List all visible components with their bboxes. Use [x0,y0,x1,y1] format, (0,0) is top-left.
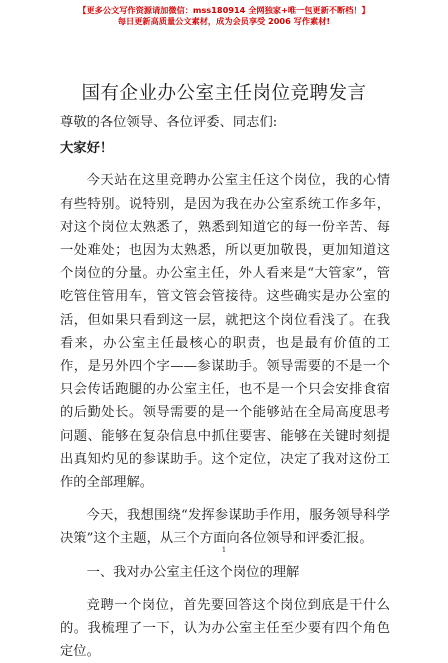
document-body [60,111,390,663]
promo-banner-line1: 【更多公文写作资源请加微信：mss180914 全网独家+唯一包更新不断档！】 [78,5,370,15]
promo-banner-line2: 每日更新高质量公文素材，成为会员享受 2006 写作素材! [117,16,331,26]
greeting: 大家好！ [60,141,114,157]
promo-banner [0,4,448,27]
body-paragraph-1: 今天站在这里竞聘办公室主任这个岗位，我的心情有些特别。说特别，是因为我在办公室系统工作多年，对这个岗位太熟悉了，熟悉到知道它的每一份辛苦、每一处难处；也因为太熟悉，所以更加敬畏，更加知道这个岗位的分量。办公室主任，外人看来是“大管家”，管吃管住管用车，管文管会管接待。这些确实是办公室的活，但如果只看到这一层，就把这个岗位看浅了。在我看来，办公室主任最核心的职责，也是最有价值的工作，是另外四个字——参谋助手。领导需要的不是一个只会传话跑腿的办公室主任，也不是一个只会安排食宿的后勤处长。领导需要的是一个能够站在全局高度思考问题、能够在复杂信息中抓住要害、能够在关键时刻提出真知灼见的参谋助手。这个定位，决定了我对这份工作的全部理解。 [60,173,390,491]
page-number: 1 [221,546,227,554]
section-heading: 一、我对办公室主任这个岗位的理解 [86,564,300,580]
document-title: 国有企业办公室主任岗位竞聘发言 [81,83,367,104]
section-paragraph: 竞聘一个岗位，首先要回答这个岗位到底是干什么的。我梳理了一下，认为办公室主任至少要有四个角色定位。 [60,597,390,660]
salutation: 尊敬的各位领导、各位评委、同志们: [60,115,278,130]
body-paragraph-2: 今天，我想围绕“发挥参谋助手作用，服务领导科学决策”这个主题，从三个方面向各位领导和评委汇报。 [60,508,390,547]
